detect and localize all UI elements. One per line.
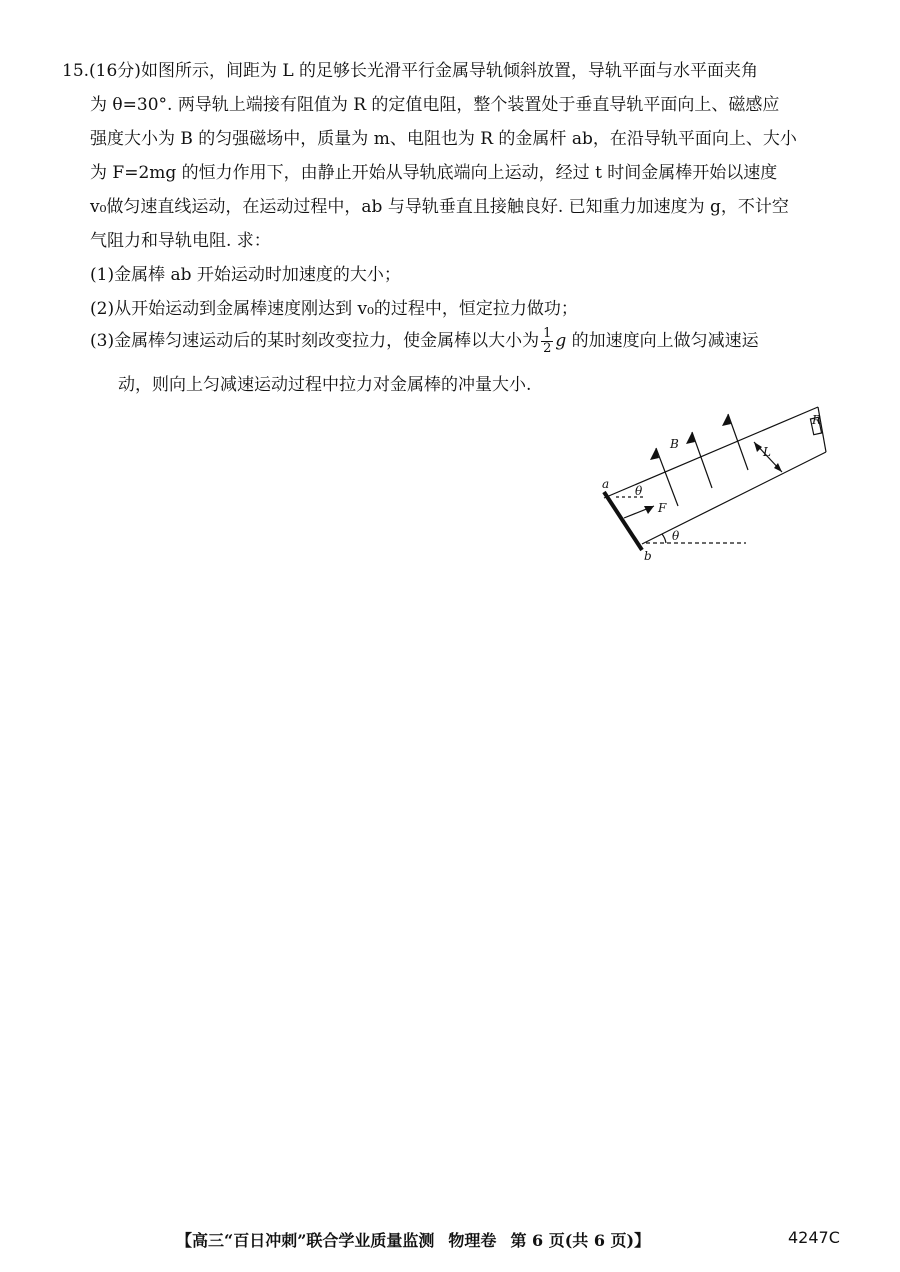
stem-line: 为 F=2mg 的恒力作用下，由静止开始从导轨底端向上运动，经过 t 时间金属棒开始以速度 — [90, 163, 778, 183]
dimension-arrowhead — [754, 442, 762, 452]
footer-page: 第 6 页(共 6 页)】 — [510, 1231, 651, 1250]
field-arrow — [656, 448, 678, 506]
label-b: b — [644, 549, 652, 563]
label-R: R — [812, 413, 822, 427]
footer-title: 【高三“百日冲刺”联合学业质量监测 — [176, 1231, 435, 1250]
page-footer — [176, 1228, 650, 1251]
sub-question-2: (2)从开始运动到金属棒速度刚达到 v₀的过程中，恒定拉力做功； — [90, 299, 578, 319]
stem-line: 为 θ=30°. 两导轨上端接有阻值为 R 的定值电阻，整个装置处于垂直导轨平面向上、磁感应 — [90, 95, 780, 115]
question-line-1 — [62, 56, 758, 81]
angle-arc-bottom — [662, 534, 666, 543]
sub3-text-c: 动，则向上匀减速运动过程中拉力对金属棒的冲量大小. — [118, 375, 532, 395]
sub3-text-a: (3)金属棒匀速运动后的某时刻改变拉力，使金属棒以大小为 — [90, 331, 540, 351]
label-L: L — [763, 445, 771, 459]
sub3-text-b: 的加速度向上做匀减速运 — [566, 331, 759, 351]
label-a: a — [602, 477, 610, 491]
field-arrow — [728, 414, 748, 470]
footer-subject: 物理卷 — [448, 1231, 497, 1250]
question-points: (16分) — [89, 61, 141, 81]
field-arrowhead — [650, 448, 659, 460]
fraction-half — [541, 327, 553, 356]
question-number: 15. — [62, 61, 90, 81]
field-arrowhead — [686, 432, 695, 444]
stem-line: 如图所示，间距为 L 的足够长光滑平行金属导轨倾斜放置，导轨平面与水平面夹角 — [140, 61, 759, 81]
field-arrow — [692, 432, 712, 488]
metal-rod-ab — [604, 492, 642, 550]
label-theta-top: θ — [635, 484, 643, 498]
fraction-numerator: 1 — [543, 326, 552, 341]
footer-code: 4247C — [788, 1228, 840, 1247]
fraction-denominator: 2 — [543, 341, 552, 356]
label-F: F — [658, 501, 667, 515]
stem-line: v₀做匀速直线运动，在运动过程中，ab 与导轨垂直且接触良好. 已知重力加速度为 g，不计空 — [90, 197, 789, 217]
symbol-g: g — [555, 331, 567, 351]
field-arrowhead — [722, 414, 731, 426]
stem-line: 气阻力和导轨电阻. 求： — [90, 231, 271, 251]
stem-line: 强度大小为 B 的匀强磁场中，质量为 m、电阻也为 R 的金属杆 ab，在沿导轨平面向上、大小 — [90, 129, 797, 149]
rail-diagram — [588, 402, 838, 572]
label-theta-bottom: θ — [672, 529, 680, 543]
label-B: B — [670, 437, 679, 451]
sub-question-1: (1)金属棒 ab 开始运动时加速度的大小； — [90, 265, 401, 285]
lower-rail — [642, 452, 826, 544]
sub-question-3 — [90, 326, 759, 356]
